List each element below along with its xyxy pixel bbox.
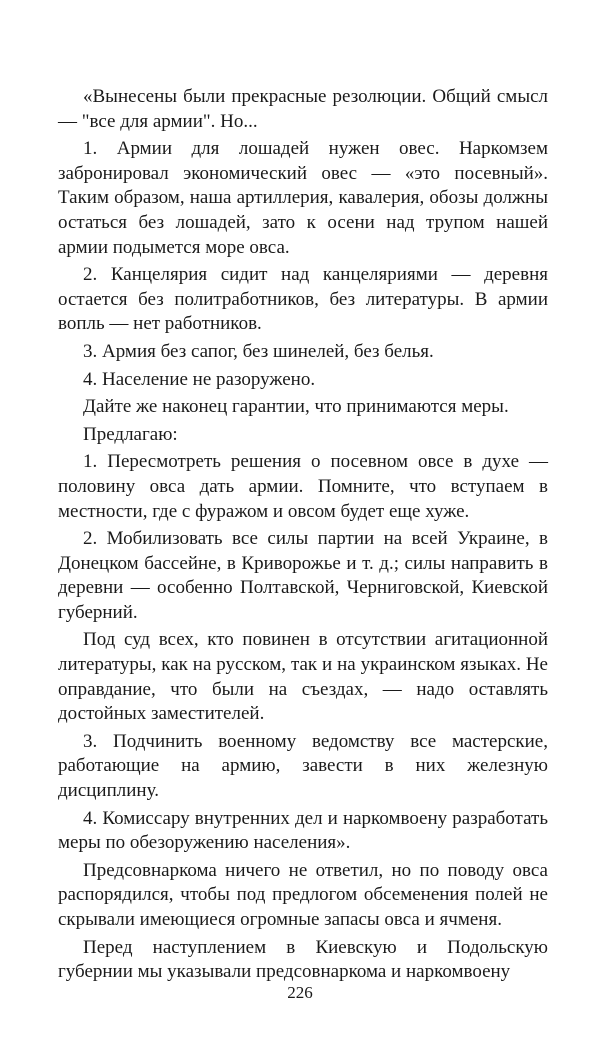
paragraph-proposal-2: 2. Мобилизовать все силы партии на всей Украине, в Донецком бассейне, в Криворожье и т. д.; силы направить в деревни — особенно Полтавской, Черниговской, Киевской губерний. <box>58 528 548 623</box>
paragraph-proposal-1: 1. Пересмотреть решения о посевном овсе в духе — половину овса дать армии. Помните, что вступаем в местности, где с фуражом и овсом будет еще хуже. <box>58 451 548 522</box>
paragraph-proposal-3: 3. Подчинить военному ведомству все мастерские, работающие на армию, завести в них железную дисциплину. <box>58 730 548 802</box>
paragraph-intro: «Вынесены были прекрасные резолюции. Общий смысл — "все для армии". Но... <box>58 86 548 132</box>
paragraph-trial: Под суд всех, кто повинен в отсутствии агитационной литературы, как на русском, так и на украинском языках. Не оправдание, что были на съездах, — надо оставлять достойных заместителей. <box>58 629 548 725</box>
paragraph-propose: Предлагаю: <box>83 423 178 445</box>
paragraph-offensive: Перед наступлением в Киевскую и Подольскую губернии мы указывали предсовнаркома и наркомвоену <box>58 936 548 983</box>
page-number: 226 <box>287 983 313 1002</box>
paragraph-point-1-oats: 1. Армии для лошадей нужен овес. Наркомзем забронировал экономический овес — «это посевный». Таким образом, наша артиллерия, кавалерия, обозы должны остаться без лошадей, зато к осени над трупом нашей армии подымется море овса. <box>58 138 548 258</box>
page-body <box>58 85 548 988</box>
paragraph-point-2-chancellery: 2. Канцелярия сидит над канцеляриями — деревня остается без политработников, без литературы. В армии вопль — нет работников. <box>58 264 548 335</box>
paragraph-proposal-4: 4. Комиссару внутренних дел и наркомвоену разработать меры по обезоружению населения». <box>58 807 548 854</box>
paragraph-point-3-army-supplies: 3. Армия без сапог, без шинелей, без белья. <box>83 340 434 362</box>
paragraph-response: Предсовнаркома ничего не ответил, но по поводу овса распорядился, чтобы под предлогом обсеменения полей не скрывали имеющиеся огромные запасы овса и ячменя. <box>58 859 548 930</box>
paragraph-point-4-disarmament: 4. Население не разоружено. <box>83 368 316 390</box>
paragraph-guarantees: Дайте же наконец гарантии, что принимаются меры. <box>83 396 509 418</box>
